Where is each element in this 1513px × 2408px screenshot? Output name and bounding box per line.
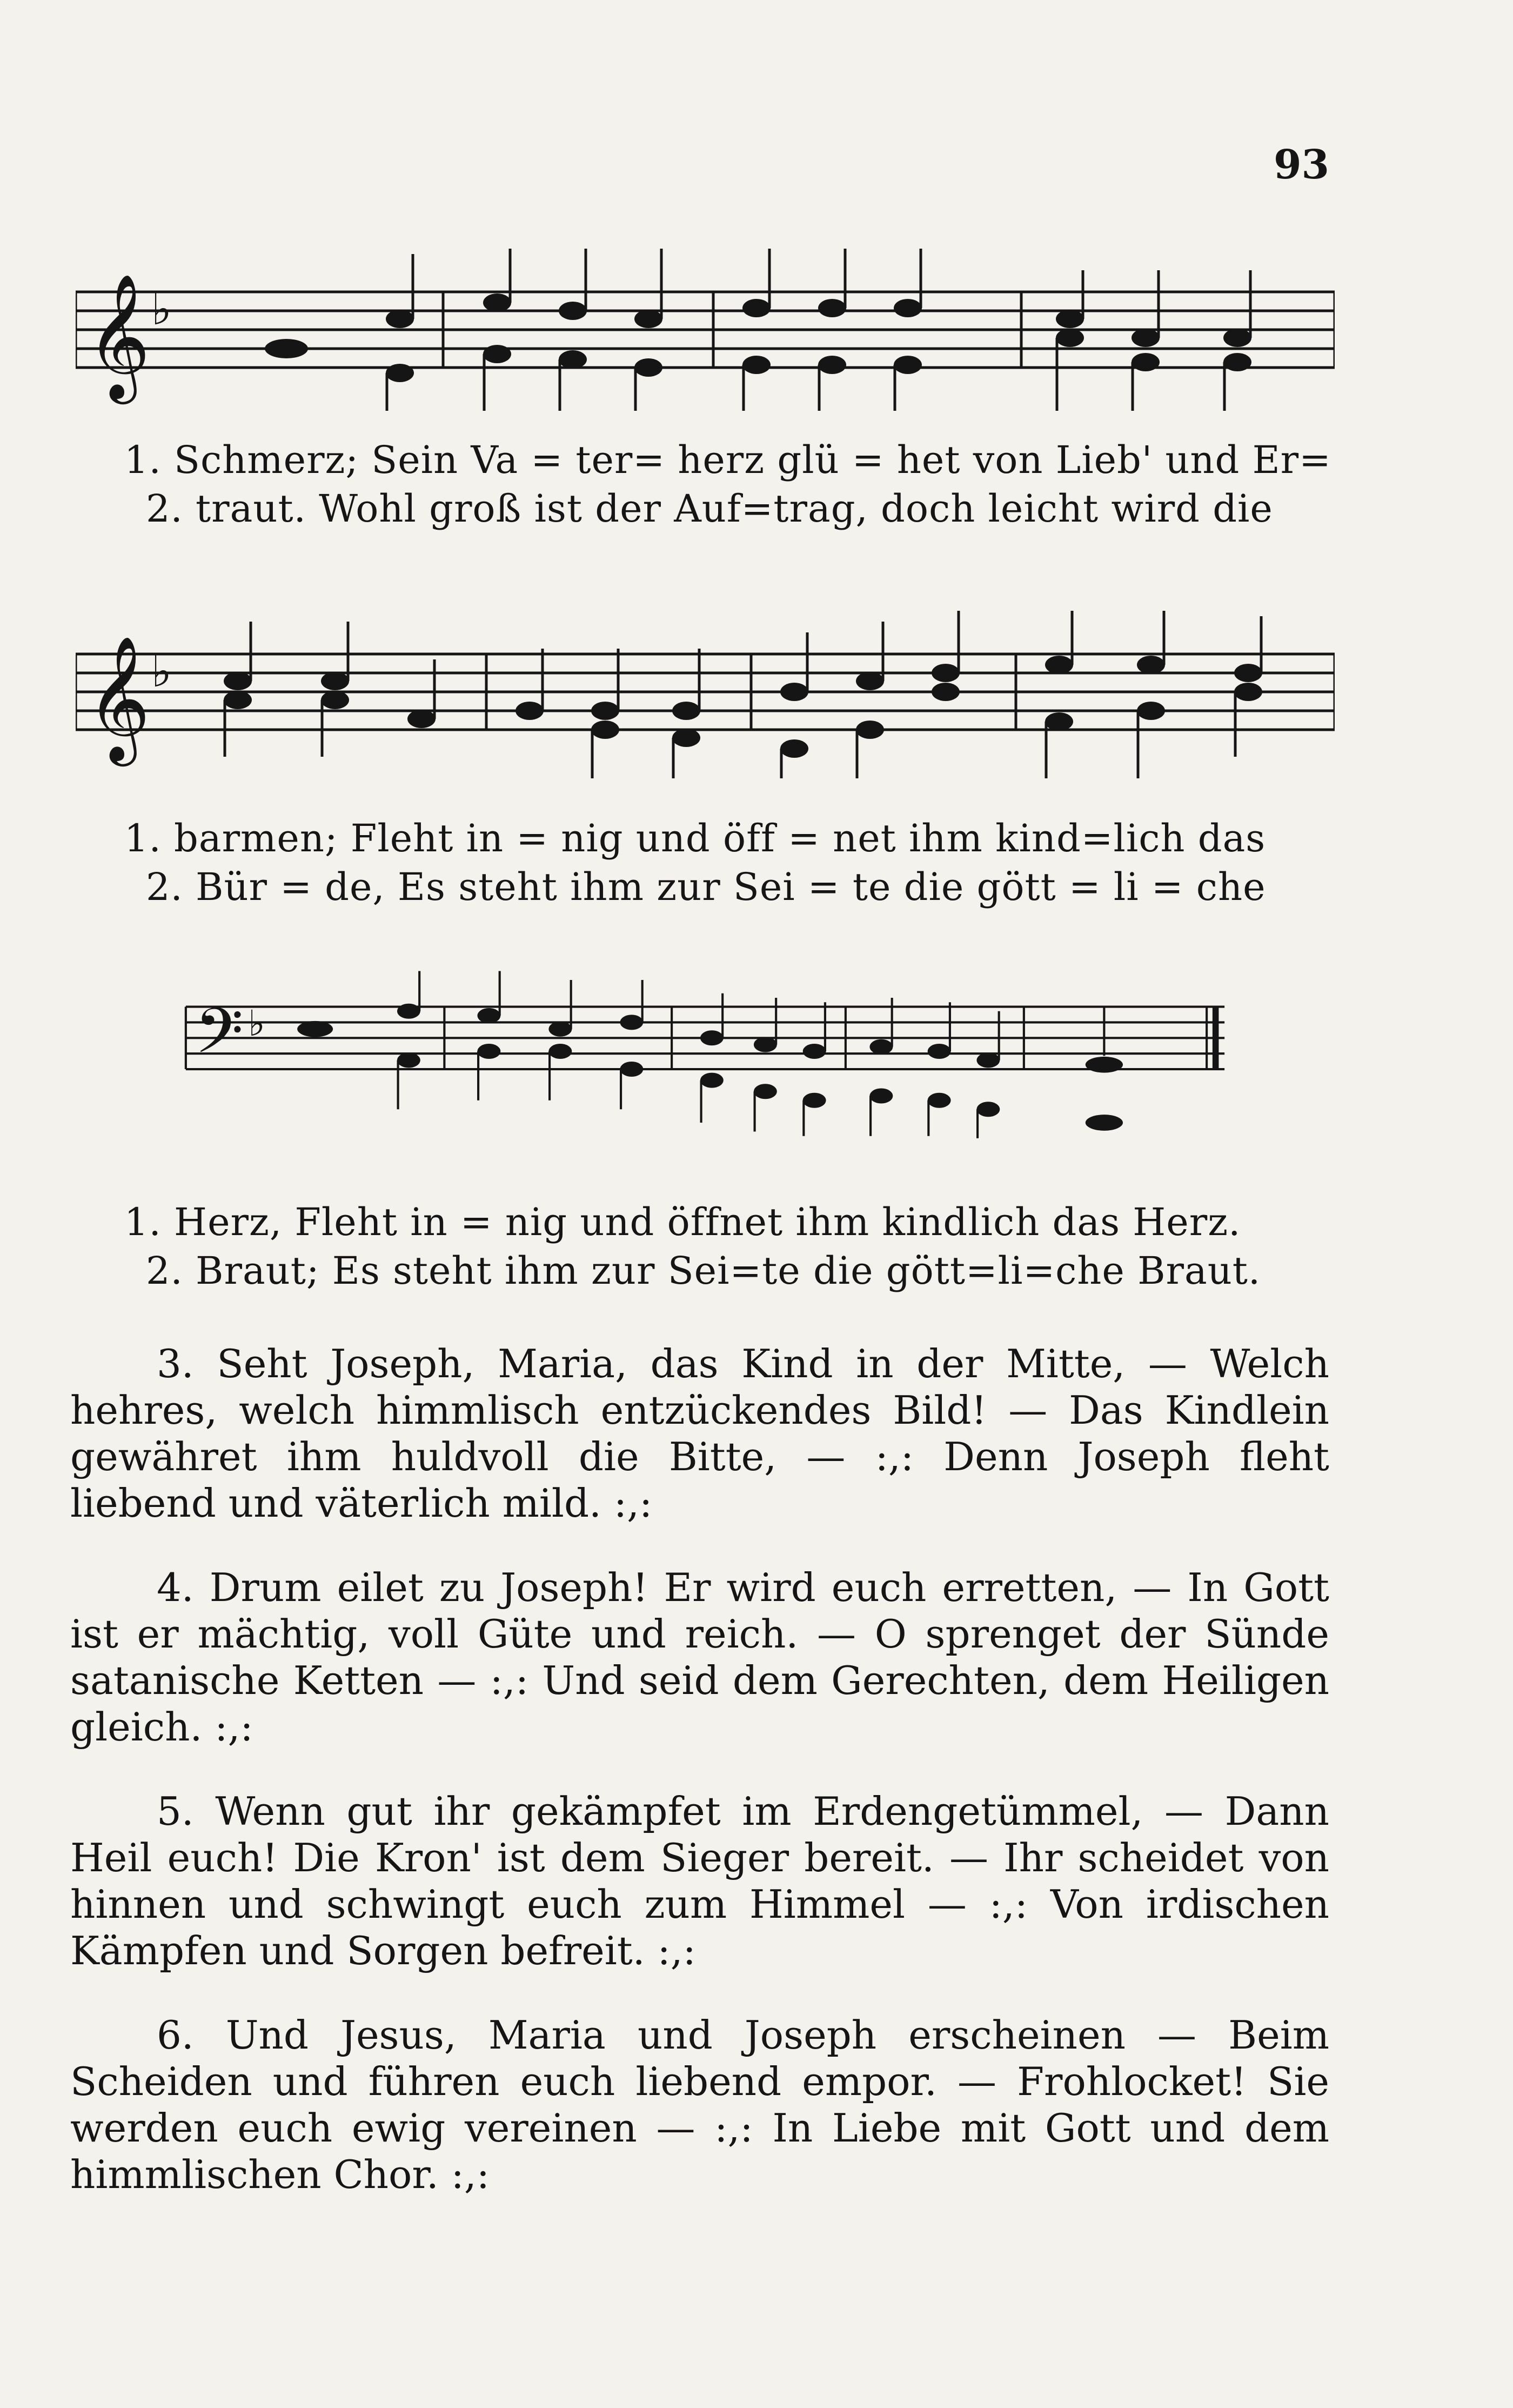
lyric-line-3: 1. barmen; Fleht in = nig und öff = net ihm kind=lich das — [124, 816, 1266, 861]
svg-text:♭: ♭ — [151, 646, 172, 697]
stanza-number: 3. — [157, 1341, 194, 1386]
stanza-number: 5. — [157, 1789, 194, 1834]
svg-text:♭: ♭ — [151, 284, 172, 335]
stanza-3 — [70, 1340, 1329, 1526]
stanza-5 — [70, 1788, 1329, 1974]
lyric-line-1: 1. Schmerz; Sein Va = ter= herz glü = het von Lieb' und Er= — [124, 438, 1331, 482]
music-staff-3 — [76, 962, 1335, 1140]
stanza-text: Und Jesus, Maria und Joseph erscheinen — Beim Scheiden und führen euch liebend empor. — Frohlocket! Sie werden euch ewig vereinen — :,: In Liebe mit Gott und dem himmlischen Chor. :,: — [70, 2012, 1329, 2197]
music-staff-1 — [76, 238, 1335, 416]
stanza-number: 6. — [157, 2012, 194, 2058]
svg-text:𝄞: 𝄞 — [86, 273, 151, 399]
stanza-number: 4. — [157, 1565, 194, 1610]
stanza-list — [70, 1340, 1329, 2236]
lyric-line-4: 2. Bür = de, Es steht ihm zur Sei = te die gött = li = che — [146, 865, 1266, 909]
svg-text:♭: ♭ — [248, 1003, 265, 1045]
stanza-text: Drum eilet zu Joseph! Er wird euch erretten, — In Gott ist er mächtig, voll Güte und reich. — O sprenget der Sünde satanische Ketten — :,: Und seid dem Gerechten, dem Heiligen gleich. :,: — [70, 1565, 1329, 1750]
stanza-4 — [70, 1564, 1329, 1750]
stanza-text: Seht Joseph, Maria, das Kind in der Mitte, — Welch hehres, welch himmlisch entzückendes Bild! — Das Kindlein gewähret ihm huldvoll die Bitte, — :,: Denn Joseph fleht liebend und väterlich mild. :,: — [70, 1341, 1329, 1526]
page-number: 93 — [1274, 142, 1329, 188]
stanza-text: Wenn gut ihr gekämpfet im Erdengetümmel, — Dann Heil euch! Die Kron' ist dem Sieger bereit. — Ihr scheidet von hinnen und schwingt euch zum Himmel — :,: Von irdischen Kämpfen und Sorgen befreit. :,: — [70, 1789, 1329, 1973]
svg-text:𝄢: 𝄢 — [195, 995, 244, 1083]
music-staff-2 — [76, 600, 1335, 778]
lyric-line-2: 2. traut. Wohl groß ist der Auf=trag, doch leicht wird die — [146, 486, 1273, 531]
lyric-line-6: 2. Braut; Es steht ihm zur Sei=te die gött=li=che Braut. — [146, 1249, 1261, 1293]
svg-text:𝄞: 𝄞 — [86, 635, 151, 761]
stanza-6 — [70, 2012, 1329, 2198]
lyric-line-5: 1. Herz, Fleht in = nig und öffnet ihm kindlich das Herz. — [124, 1200, 1241, 1244]
